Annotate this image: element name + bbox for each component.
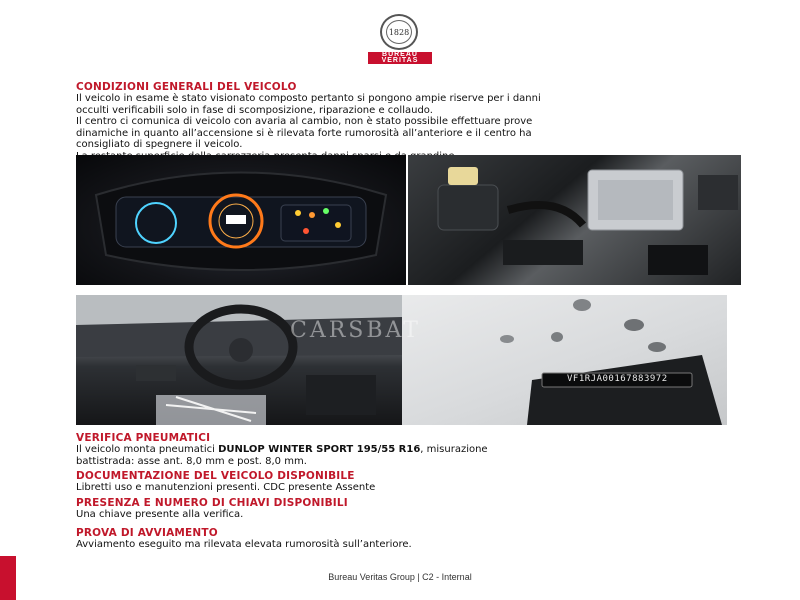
logo-band: [368, 52, 432, 64]
engine-illustration: [408, 155, 741, 285]
conditions-line-2: occulti verificabili solo in fase di scomposizione, riparazione e collaudo.: [76, 104, 433, 116]
conditions-line-5: consigliato di spegnere il veicolo.: [76, 139, 243, 150]
keys-title: PRESENZA E NUMERO DI CHIAVI DISPONIBILI: [76, 497, 348, 509]
tyres-text-pre: Il veicolo monta pneumatici: [76, 444, 219, 455]
documents-section: [76, 471, 744, 494]
documents-text: Libretti uso e manutenzioni presenti. CDC presente Assente: [76, 482, 376, 493]
photo-grid: [76, 155, 741, 425]
tyres-line-2: battistrada: asse ant. 8,0 mm e post. 8,0 mm.: [76, 455, 307, 467]
logo-seal-year: 1828: [386, 20, 412, 44]
start-test-title: PROVA DI AVVIAMENTO: [76, 527, 218, 539]
tyres-text-post: , misurazione: [420, 444, 488, 455]
footer: Bureau Veritas Group | C2 - Internal: [328, 572, 472, 582]
start-test-section: [76, 528, 744, 551]
carsbat-watermark: CARSBAT: [290, 318, 421, 343]
bureau-veritas-logo: [368, 14, 432, 66]
start-test-text: Avviamento eseguito ma rilevata elevata rumorosità sull’anteriore.: [76, 539, 412, 550]
windshield-vin-photo: [402, 295, 727, 425]
interior-photo: [76, 295, 402, 425]
conditions-title: CONDIZIONI GENERALI DEL VEICOLO: [76, 81, 297, 93]
documents-title: DOCUMENTAZIONE DEL VEICOLO DISPONIBILE: [76, 470, 355, 482]
dashboard-illustration: [76, 155, 406, 285]
interior-illustration: [76, 295, 402, 425]
windshield-illustration: [402, 295, 727, 425]
logo-seal: [380, 14, 418, 50]
tyres-model: DUNLOP WINTER SPORT 195/55 R16: [218, 444, 421, 455]
logo-band-line1: BUREAU: [382, 51, 418, 58]
conditions-line-1: Il veicolo in esame è stato visionato composto pertanto si pongono ampie riserve per i danni: [76, 93, 541, 104]
tyres-section: [76, 433, 744, 467]
dashboard-photo: [76, 155, 406, 285]
logo-band-line2: VERITAS: [381, 57, 419, 64]
keys-text: Una chiave presente alla verifica.: [76, 509, 244, 520]
tyres-line-1: [76, 444, 744, 456]
conditions-line-4: dinamiche in quanto all’accensione si è rilevata forte rumorosità all’anteriore e il centro ha: [76, 127, 532, 139]
conditions-line-3: Il centro ci comunica di veicolo con avaria al cambio, non è stato possibile effettuare prove: [76, 116, 533, 127]
keys-section: [76, 498, 744, 521]
tyres-title: VERIFICA PNEUMATICI: [76, 432, 211, 444]
conditions-section: [76, 82, 744, 162]
vin-plate-text: VF1RJA00167883972: [567, 374, 668, 384]
engine-bay-photo: [408, 155, 741, 285]
